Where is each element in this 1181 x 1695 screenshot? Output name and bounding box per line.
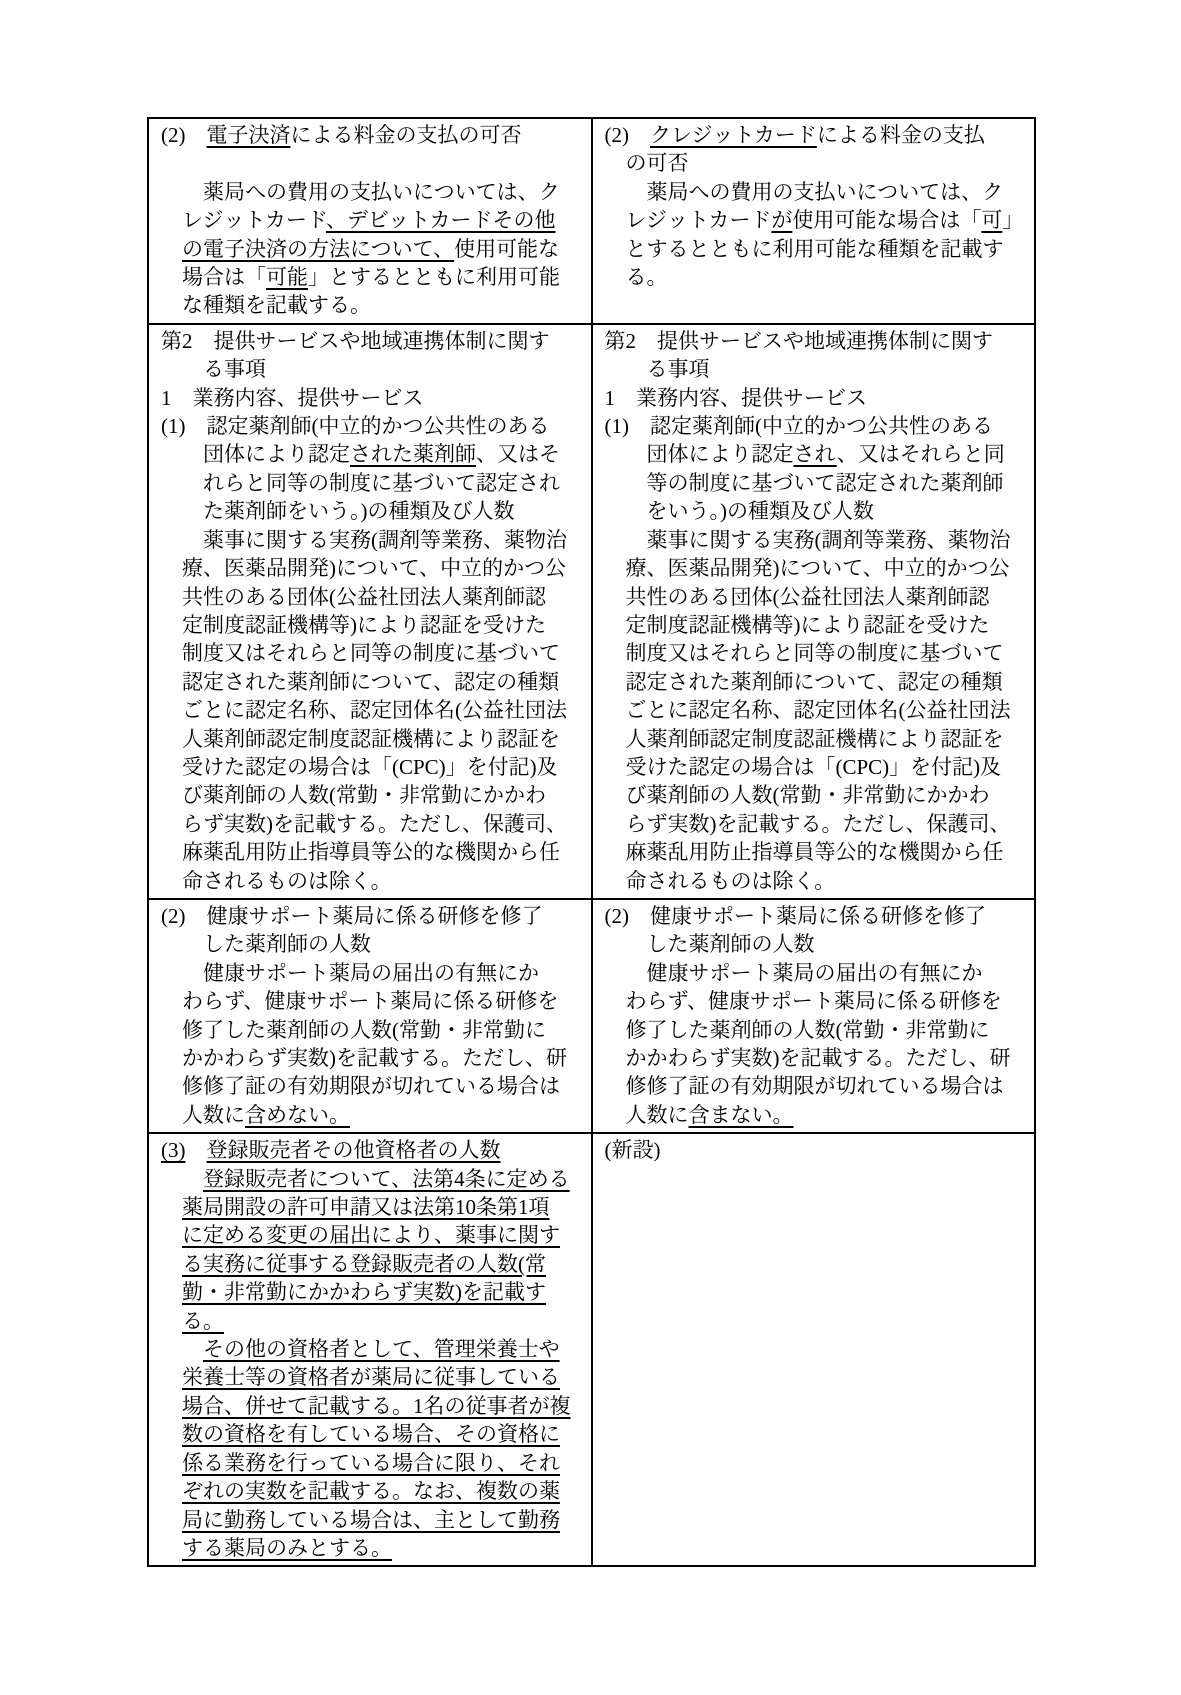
underlined-text: (3) (161, 1138, 186, 1163)
underlined-text: 可能 (266, 265, 308, 290)
underlined-text: 含めない。 (245, 1102, 350, 1127)
plain-text: び薬剤師の人数(常勤・非常勤にかかわ (604, 783, 990, 808)
plain-text: 等の制度に基づいて認定された薬剤師 (604, 470, 1004, 495)
text-line (605, 668, 1029, 696)
row-electronic-payment (148, 118, 1035, 324)
text-line (161, 611, 585, 639)
plain-text: (1) 認定薬剤師(中立的かつ公共性のある (604, 414, 993, 439)
text-line (605, 696, 1029, 724)
text-line (161, 1221, 585, 1249)
text-line (161, 902, 585, 930)
plain-text: 麻薬乱用防止指導員等公的な機関から任 (604, 840, 1004, 865)
text-line (161, 469, 585, 497)
plain-text (161, 1365, 182, 1389)
plain-text: (新設) (604, 1138, 661, 1163)
text-line (161, 1506, 585, 1534)
text-line (605, 583, 1029, 611)
text-line (605, 987, 1029, 1015)
plain-text: らず実数)を記載する。ただし、保護司、 (604, 811, 1011, 836)
text-line (161, 1449, 585, 1477)
underlined-text: 電子決済 (206, 123, 291, 147)
plain-text: による料金の支払 (816, 123, 985, 147)
plain-text (161, 1394, 182, 1418)
underlined-text: 勤・非常勤にかかわらず実数)を記載す (182, 1280, 546, 1305)
text-line (605, 611, 1029, 639)
plain-text: る事項 (604, 357, 710, 382)
plain-text: 」 (1002, 208, 1024, 233)
underlined-text: され (793, 442, 837, 467)
text-line (161, 327, 585, 355)
text-line (161, 1392, 585, 1420)
plain-text: 団体により認定 (161, 442, 350, 467)
plain-text: 定制度認証機構等)により認証を受けた (161, 612, 546, 637)
plain-text: 制度又はそれらと同等の制度に基づいて (604, 641, 1004, 666)
row-health-support-pharmacy-training-left-cell (148, 899, 592, 1133)
text-line (161, 263, 585, 291)
plain-text (186, 1138, 207, 1162)
text-line (161, 497, 585, 525)
plain-text: 共性のある団体(公益社団法人薬剤師認 (161, 584, 546, 609)
text-line (161, 838, 585, 866)
plain-text: 認定された薬剤師について、認定の種類 (161, 669, 560, 694)
text-line (161, 291, 585, 319)
plain-text: 療、医薬品開発)について、中立的かつ公 (604, 556, 1010, 581)
underlined-text: クレジットカード (650, 123, 817, 147)
underlined-text: 局に勤務している場合は、主として勤務 (182, 1507, 560, 1532)
plain-text: 修了した薬剤師の人数(常勤・非常勤に (161, 1017, 546, 1042)
plain-text: 使用可能な場合は「 (792, 208, 982, 233)
plain-text: れらと同等の制度に基づいて認定され (161, 470, 560, 495)
underlined-text: る。 (182, 1308, 224, 1333)
text-line (161, 235, 585, 263)
plain-text (161, 1422, 182, 1446)
plain-text: び薬剤師の人数(常勤・非常勤にかかわ (161, 783, 546, 808)
plain-text: 使用可能な (454, 236, 560, 261)
plain-text: をいう。)の種類及び人数 (604, 499, 874, 524)
text-line (161, 1363, 585, 1391)
text-line (605, 206, 1029, 234)
text-line (605, 412, 1029, 440)
plain-text: (2) 健康サポート薬局に係る研修を修了 (604, 903, 986, 928)
row-section2-certified-pharmacists (148, 324, 1035, 899)
plain-text: 第2 提供サービスや地域連携体制に関す (604, 328, 993, 353)
text-line (161, 725, 585, 753)
plain-text: 麻薬乱用防止指導員等公的な機関から任 (161, 840, 560, 865)
text-line (605, 384, 1029, 412)
text-line (161, 1016, 585, 1044)
plain-text: 修了した薬剤師の人数(常勤・非常勤に (604, 1017, 990, 1042)
text-line (161, 178, 585, 206)
row-health-support-pharmacy-training (148, 899, 1035, 1133)
row-section2-certified-pharmacists-left-cell (148, 324, 592, 899)
plain-text: 受けた認定の場合は「(CPC)」を付記)及 (604, 754, 1002, 779)
text-line (605, 959, 1029, 987)
plain-text: 1 業務内容、提供サービス (604, 385, 867, 410)
plain-text: 命されるものは除く。 (161, 868, 392, 893)
text-line (161, 930, 585, 958)
text-line (605, 867, 1029, 895)
row-electronic-payment-left-cell (148, 118, 592, 324)
plain-text: 、又はそれらと同 (836, 442, 1005, 467)
text-line (161, 867, 585, 895)
plain-text (161, 1337, 203, 1361)
plain-text: (1) 認定薬剤師(中立的かつ公共性のある (161, 414, 550, 439)
text-line (605, 1044, 1029, 1072)
text-line (161, 959, 585, 987)
text-line (161, 1278, 585, 1306)
text-line (605, 263, 1029, 291)
plain-text: (2) (161, 123, 207, 147)
text-line (161, 1335, 585, 1363)
text-line (161, 1136, 585, 1164)
plain-text: 認定された薬剤師について、認定の種類 (604, 669, 1003, 694)
plain-text: 薬事に関する実務(調剤等業務、薬物治 (161, 527, 567, 552)
text-line (605, 1136, 1029, 1164)
plain-text: 受けた認定の場合は「(CPC)」を付記)及 (161, 754, 558, 779)
row-electronic-payment-right-cell (592, 118, 1036, 324)
underlined-text: する薬局のみとする。 (182, 1535, 392, 1560)
text-line (161, 1420, 585, 1448)
underlined-text: 数の資格を有している場合、その資格に (182, 1422, 560, 1447)
text-line (605, 1016, 1029, 1044)
plain-text: 薬事に関する実務(調剤等業務、薬物治 (604, 527, 1011, 552)
underlined-text: 場合、併せて記載する。1名の従事者が複 (182, 1393, 571, 1418)
plain-text: る。 (604, 265, 668, 290)
text-line (605, 469, 1029, 497)
text-line (605, 781, 1029, 809)
underlined-text: 薬局開設の許可申請又は法第10条第1項 (182, 1195, 550, 1220)
plain-text (161, 1479, 182, 1503)
text-line (605, 440, 1029, 468)
plain-text: ごとに認定名称、認定団体名(公益社団法 (161, 698, 567, 723)
text-line (605, 639, 1029, 667)
plain-text (161, 1223, 182, 1247)
row-registered-sellers-left-cell (148, 1133, 592, 1566)
plain-text: る事項 (161, 357, 266, 382)
plain-text: 定制度認証機構等)により認証を受けた (604, 612, 990, 637)
revision-comparison-table (147, 117, 1036, 1567)
text-line (605, 554, 1029, 582)
text-line (161, 526, 585, 554)
plain-text: わらず、健康サポート薬局に係る研修を (161, 989, 559, 1014)
plain-text: レジットカード (604, 208, 772, 233)
text-line (605, 1072, 1029, 1100)
comparison-table-body (148, 118, 1035, 1566)
underlined-text: 含まない。 (688, 1102, 794, 1127)
row-registered-sellers-right-cell (592, 1133, 1036, 1566)
plain-text: な種類を記載する。 (161, 293, 371, 318)
text-line (161, 1044, 585, 1072)
text-line (605, 930, 1029, 958)
plain-text (161, 1195, 182, 1219)
text-line (605, 178, 1029, 206)
text-line (161, 554, 585, 582)
plain-text: 制度又はそれらと同等の制度に基づいて (161, 641, 560, 666)
plain-text: レジットカード (161, 208, 326, 233)
plain-text: 人数に (604, 1102, 689, 1127)
plain-text: 人数に (161, 1102, 245, 1127)
plain-text: 人薬剤師認定制度認証機構により認証を (161, 726, 560, 751)
text-line (161, 1250, 585, 1278)
underlined-text: 栄養士等の資格者が薬局に従事している (182, 1365, 560, 1390)
text-line (161, 668, 585, 696)
underlined-text: その他の資格者として、管理栄養士や (203, 1337, 560, 1362)
text-line (605, 838, 1029, 866)
text-line (605, 327, 1029, 355)
plain-text (161, 1252, 182, 1276)
text-line (161, 440, 585, 468)
text-line (161, 696, 585, 724)
plain-text (161, 1167, 203, 1191)
text-line (161, 412, 585, 440)
text-line (161, 810, 585, 838)
plain-text: かかわらず実数)を記載する。ただし、研 (604, 1046, 1011, 1070)
plain-text (161, 1309, 182, 1333)
row-health-support-pharmacy-training-right-cell (592, 899, 1036, 1133)
plain-text: わらず、健康サポート薬局に係る研修を (604, 989, 1002, 1014)
text-line (605, 235, 1029, 263)
plain-text: の可否 (604, 151, 689, 176)
text-line (605, 355, 1029, 383)
text-line (605, 902, 1029, 930)
plain-text (161, 1536, 182, 1560)
text-line (605, 753, 1029, 781)
plain-text: かかわらず実数)を記載する。ただし、研 (161, 1046, 567, 1070)
plain-text: (2) (604, 123, 650, 147)
plain-text (161, 1508, 182, 1532)
plain-text (161, 1451, 182, 1475)
text-line (161, 781, 585, 809)
text-line (161, 149, 585, 177)
underlined-text: 登録販売者について、法第4条に定める (203, 1166, 570, 1191)
text-line (161, 384, 585, 412)
underlined-text: の電子決済の方法について、 (182, 236, 455, 261)
underlined-text: ぞれの実数を記載する。なお、複数の薬 (182, 1479, 560, 1504)
text-line (605, 526, 1029, 554)
plain-text: 薬局への費用の支払いについては、ク (604, 179, 1004, 204)
text-line (161, 355, 585, 383)
text-line (161, 753, 585, 781)
underlined-text: 可 (981, 208, 1003, 233)
plain-text: 命されるものは除く。 (604, 868, 836, 893)
text-line (161, 639, 585, 667)
plain-text (161, 1280, 182, 1304)
plain-text: 団体により認定 (604, 442, 794, 467)
plain-text: とするとともに利用可能な種類を記載す (604, 236, 1004, 261)
text-line (605, 1101, 1029, 1129)
plain-text: による料金の支払の可否 (290, 123, 522, 147)
plain-text: 薬局への費用の支払いについては、ク (161, 179, 560, 204)
text-line (161, 1193, 585, 1221)
row-section2-certified-pharmacists-right-cell (592, 324, 1036, 899)
underlined-text: された薬剤師 (350, 442, 476, 467)
text-line (161, 1534, 585, 1562)
plain-text: 修修了証の有効期限が切れている場合は (604, 1074, 1004, 1099)
plain-text (161, 237, 182, 261)
underlined-text: る実務に従事する登録販売者の人数(常 (182, 1251, 546, 1276)
underlined-text: に定める変更の届出により、薬事に関す (182, 1223, 560, 1248)
plain-text: た薬剤師をいう。)の種類及び人数 (161, 499, 515, 524)
plain-text: ごとに認定名称、認定団体名(公益社団法 (604, 698, 1011, 723)
plain-text: 、又はそ (476, 442, 560, 467)
underlined-text: 、デビットカードその他 (325, 208, 556, 233)
plain-text: 」とするとともに利用可能 (308, 265, 560, 290)
plain-text: (2) 健康サポート薬局に係る研修を修了 (161, 903, 543, 928)
text-line (161, 1477, 585, 1505)
plain-text: 場合は「 (161, 265, 266, 290)
text-line (161, 1072, 585, 1100)
text-line (161, 1101, 585, 1129)
plain-text: 修修了証の有効期限が切れている場合は (161, 1074, 560, 1099)
plain-text: 1 業務内容、提供サービス (161, 385, 424, 410)
text-line (605, 810, 1029, 838)
text-line (605, 121, 1029, 149)
plain-text: 健康サポート薬局の届出の有無にか (604, 960, 983, 985)
text-line (161, 1165, 585, 1193)
underlined-text: 係る業務を行っている場合に限り、それ (182, 1450, 560, 1475)
plain-text: した薬剤師の人数 (161, 932, 371, 957)
text-line (161, 206, 585, 234)
underlined-text: 登録販売者その他資格者の人数 (206, 1138, 501, 1163)
text-line (605, 725, 1029, 753)
text-line (605, 497, 1029, 525)
underlined-text: が (771, 208, 793, 233)
text-line (161, 121, 585, 149)
plain-text: 第2 提供サービスや地域連携体制に関す (161, 328, 550, 353)
plain-text: 療、医薬品開発)について、中立的かつ公 (161, 556, 567, 581)
text-line (161, 1307, 585, 1335)
plain-text: した薬剤師の人数 (604, 932, 815, 957)
text-line (161, 987, 585, 1015)
plain-text: 健康サポート薬局の届出の有無にか (161, 960, 539, 985)
text-line (605, 149, 1029, 177)
text-line (161, 583, 585, 611)
plain-text: 人薬剤師認定制度認証機構により認証を (604, 726, 1004, 751)
plain-text: らず実数)を記載する。ただし、保護司、 (161, 811, 567, 836)
plain-text: 共性のある団体(公益社団法人薬剤師認 (604, 584, 990, 609)
row-registered-sellers (148, 1133, 1035, 1566)
